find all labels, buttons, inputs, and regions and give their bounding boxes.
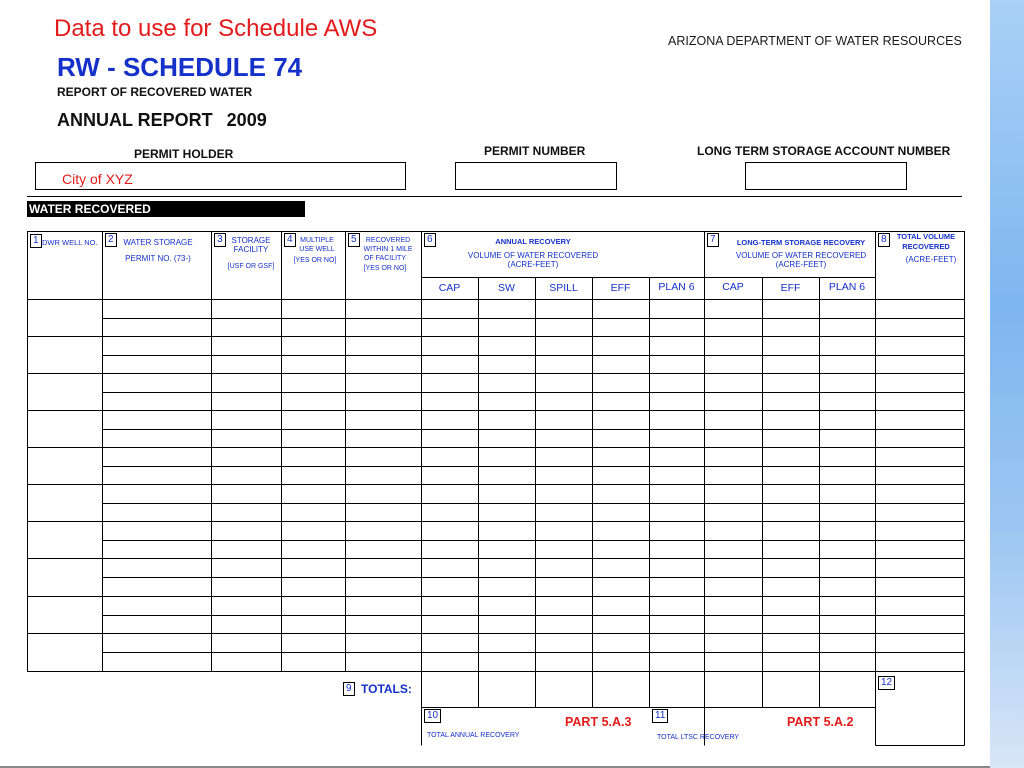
annual-recovery-title: ANNUAL RECOVERY [495,237,571,246]
col2-label-2: PERMIT NO. (73-) [125,254,191,263]
totals-label: TOTALS: [361,682,412,696]
permit-holder-label: PERMIT HOLDER [134,147,234,161]
annual-subcol-plan6: PLAN 6 [658,281,695,293]
col1-label: DWR WELL NO. [42,238,98,247]
col8-number: 8 [878,233,890,247]
permit-number-label: PERMIT NUMBER [484,144,586,158]
col8-label-2: RECOVERED [902,242,950,251]
col3-label-1: STORAGE [231,236,271,245]
summary-10-number: 10 [424,709,441,723]
annual-subcol-eff: EFF [610,282,631,294]
agency-name: ARIZONA DEPARTMENT OF WATER RESOURCES [668,34,962,48]
annual-subcol-cap: CAP [438,282,461,294]
col8-label-3: (ACRE-FEET) [905,255,957,264]
col4-label-1: MULTIPLE [300,237,334,244]
total-ltsc-recovery-caption: TOTAL LTSC RECOVERY [657,734,740,741]
col5-label-4: [YES OR NO] [363,265,407,272]
ltsr-sub-2: (ACRE-FEET) [775,260,827,269]
slide-note: Data to use for Schedule AWS [54,15,378,42]
col4-label-2: USE WELL [299,246,335,253]
col8-label-1: TOTAL VOLUME [896,232,956,241]
annual-recovery-sub-1: VOLUME OF WATER RECOVERED [467,251,599,260]
ltsr-subcol-plan6: PLAN 6 [828,281,866,293]
col2-number: 2 [105,233,117,247]
section-title: WATER RECOVERED [27,201,305,217]
part-5a2-label: PART 5.A.2 [787,715,854,729]
annual-subcol-spill: SPILL [549,282,578,294]
summary-12-number: 12 [878,676,895,690]
col4-number: 4 [284,233,296,247]
decorative-side-strip [990,0,1024,768]
ltsr-title: LONG-TERM STORAGE RECOVERY [736,238,866,247]
col5-number: 5 [348,233,360,247]
part-5a3-label: PART 5.A.3 [565,715,632,729]
col5-label-1: RECOVERED [365,237,411,244]
annual-subcol-sw: SW [498,282,515,294]
col4-label-3: [YES OR NO] [293,257,337,264]
summary-11-number: 11 [652,709,668,723]
col1-number: 1 [30,234,42,248]
annual-recovery-sub-2: (ACRE-FEET) [507,260,559,269]
ltsr-sub-1: VOLUME OF WATER RECOVERED [735,251,867,260]
col3-number: 3 [214,233,226,247]
schedule-title: RW - SCHEDULE 74 [57,52,303,82]
col7-number: 7 [707,233,719,247]
col5-label-2: WITHIN 1 MILE [363,246,413,253]
col3-label-2: FACILITY [233,245,269,254]
report-subtitle: REPORT OF RECOVERED WATER [57,85,253,99]
col3-label-3: [USF OR GSF] [227,263,275,270]
report-year: 2009 [226,110,267,130]
total-annual-recovery-caption: TOTAL ANNUAL RECOVERY [427,732,520,739]
ltsa-number-label: LONG TERM STORAGE ACCOUNT NUMBER [697,144,951,158]
ltsr-subcol-eff: EFF [780,282,801,294]
report-type: ANNUAL REPORT [57,110,213,130]
col2-label-1: WATER STORAGE [123,238,193,247]
col5-label-3: OF FACILITY [363,255,406,262]
col6-number: 6 [424,233,436,247]
permit-holder-value: City of XYZ [62,171,133,187]
totals-number: 9 [343,682,355,696]
ltsr-subcol-cap: CAP [722,281,744,293]
